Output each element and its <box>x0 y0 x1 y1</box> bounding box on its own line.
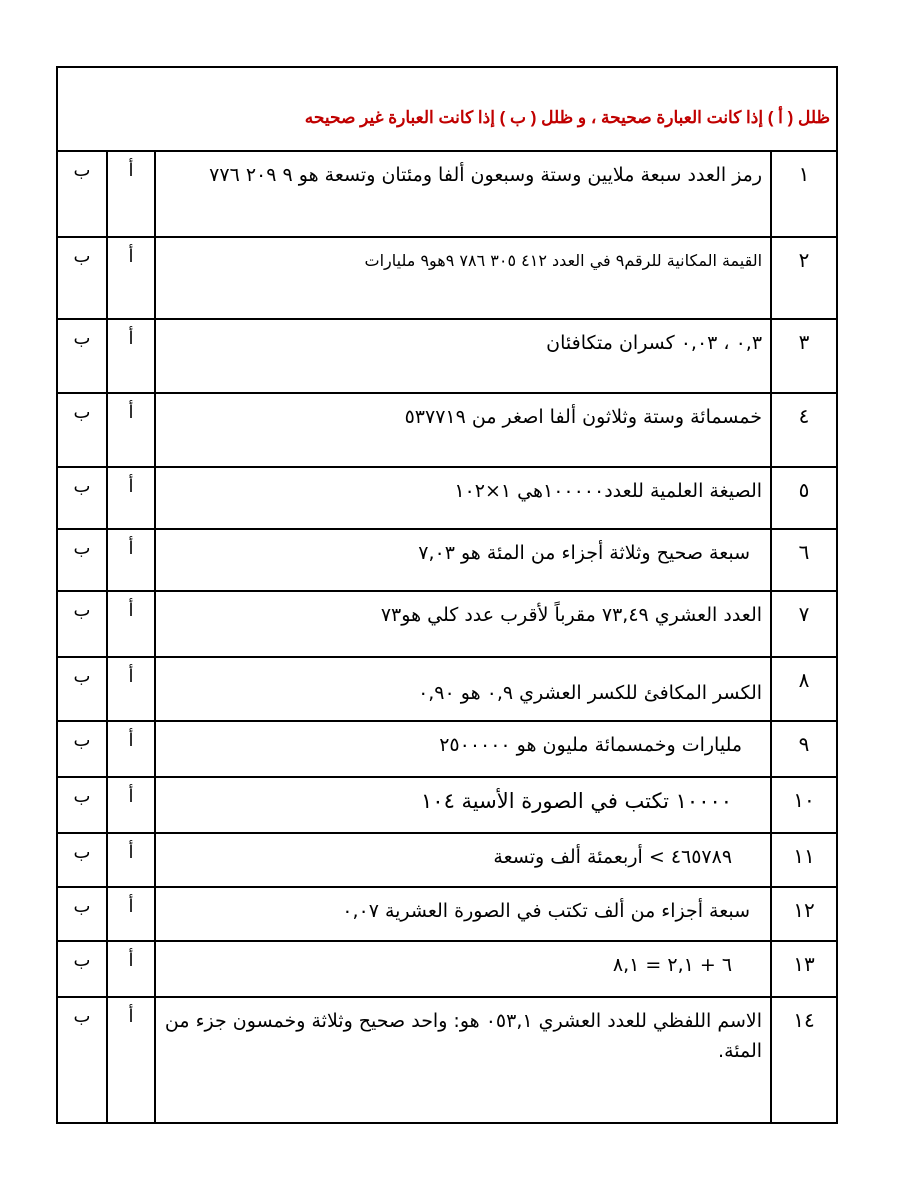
table-row <box>57 833 837 887</box>
row-number: ١٤ <box>771 997 837 1123</box>
table-row <box>57 237 837 319</box>
option-a-cell[interactable]: أ <box>107 319 155 393</box>
option-b-cell[interactable]: ب <box>57 941 107 997</box>
option-a-cell[interactable]: أ <box>107 887 155 941</box>
row-number: ١٢ <box>771 887 837 941</box>
option-a-cell[interactable]: أ <box>107 591 155 657</box>
statement-text: سبعة صحيح وثلاثة أجزاء من المئة هو ٧,٠٣ <box>155 529 771 591</box>
table-row <box>57 319 837 393</box>
table-row <box>57 997 837 1123</box>
option-b-cell[interactable]: ب <box>57 393 107 467</box>
row-number: ٨ <box>771 657 837 721</box>
option-b-cell[interactable]: ب <box>57 887 107 941</box>
row-number: ١١ <box>771 833 837 887</box>
statement-text: خمسمائة وستة وثلاثون ألفا اصغر من ٥٣٧٧١٩ <box>155 393 771 467</box>
statement-text: الصيغة العلمية للعدد١٠٠٠٠٠هي ١×١٠٢ <box>155 467 771 529</box>
table-row <box>57 393 837 467</box>
row-number: ١ <box>771 151 837 237</box>
statement-text: الاسم اللفظي للعدد العشري ٠٥٣,١ هو: واحد صحيح وثلاثة وخمسون جزء من المئة. <box>155 997 771 1123</box>
statement-text: ٤٦٥٧٨٩ > أربعمئة ألف وتسعة <box>155 833 771 887</box>
row-number: ٦ <box>771 529 837 591</box>
option-b-cell[interactable]: ب <box>57 777 107 833</box>
statement-text: ١٠٠٠٠ تكتب في الصورة الأسية ١٠٤ <box>155 777 771 833</box>
statement-text: مليارات وخمسمائة مليون هو ٢٥٠٠٠٠٠ <box>155 721 771 777</box>
true-false-table <box>56 66 838 1124</box>
table-row <box>57 721 837 777</box>
option-a-cell[interactable]: أ <box>107 393 155 467</box>
statement-text: العدد العشري ٧٣,٤٩ مقرباً لأقرب عدد كلي هو٧٣ <box>155 591 771 657</box>
statement-text: القيمة المكانية للرقم٩ في العدد ٤١٢ ٣٠٥ ٧٨٦ ٩هو٩ مليارات <box>155 237 771 319</box>
row-number: ٢ <box>771 237 837 319</box>
table-row <box>57 777 837 833</box>
statement-text: رمز العدد سبعة ملايين وستة وسبعون ألفا ومئتان وتسعة هو ٩ ٢٠٩ ٧٧٦ <box>155 151 771 237</box>
option-b-cell[interactable]: ب <box>57 591 107 657</box>
option-a-cell[interactable]: أ <box>107 997 155 1123</box>
option-b-cell[interactable]: ب <box>57 721 107 777</box>
table-row <box>57 529 837 591</box>
instructions-text: ظلل ( أ ) إذا كانت العبارة صحيحة ، و ظلل ( ب ) إذا كانت العبارة غير صحيحه <box>304 108 831 127</box>
row-number: ٩ <box>771 721 837 777</box>
option-b-cell[interactable]: ب <box>57 467 107 529</box>
option-a-cell[interactable]: أ <box>107 777 155 833</box>
option-b-cell[interactable]: ب <box>57 833 107 887</box>
row-number: ٣ <box>771 319 837 393</box>
option-a-cell[interactable]: أ <box>107 151 155 237</box>
table-row <box>57 591 837 657</box>
option-a-cell[interactable]: أ <box>107 833 155 887</box>
option-b-cell[interactable]: ب <box>57 657 107 721</box>
statement-text: ٠,٣ ، ٠,٠٣ كسران متكافئان <box>155 319 771 393</box>
row-number: ٥ <box>771 467 837 529</box>
row-number: ١٠ <box>771 777 837 833</box>
option-a-cell[interactable]: أ <box>107 237 155 319</box>
statement-text: الكسر المكافئ للكسر العشري ٠,٩ هو ٠,٩٠ <box>155 657 771 721</box>
option-a-cell[interactable]: أ <box>107 467 155 529</box>
row-number: ١٣ <box>771 941 837 997</box>
option-a-cell[interactable]: أ <box>107 529 155 591</box>
option-b-cell[interactable]: ب <box>57 151 107 237</box>
option-b-cell[interactable]: ب <box>57 319 107 393</box>
statement-text: سبعة أجزاء من ألف تكتب في الصورة العشرية ٠,٠٧ <box>155 887 771 941</box>
row-number: ٧ <box>771 591 837 657</box>
option-b-cell[interactable]: ب <box>57 997 107 1123</box>
table-row <box>57 941 837 997</box>
row-number: ٤ <box>771 393 837 467</box>
table-row <box>57 657 837 721</box>
option-a-cell[interactable]: أ <box>107 721 155 777</box>
option-a-cell[interactable]: أ <box>107 657 155 721</box>
table-row <box>57 887 837 941</box>
instructions-header <box>57 67 837 151</box>
option-b-cell[interactable]: ب <box>57 529 107 591</box>
table-row <box>57 467 837 529</box>
statement-text: ٦ + ٢,١ = ٨,١ <box>155 941 771 997</box>
option-a-cell[interactable]: أ <box>107 941 155 997</box>
table-row <box>57 151 837 237</box>
option-b-cell[interactable]: ب <box>57 237 107 319</box>
